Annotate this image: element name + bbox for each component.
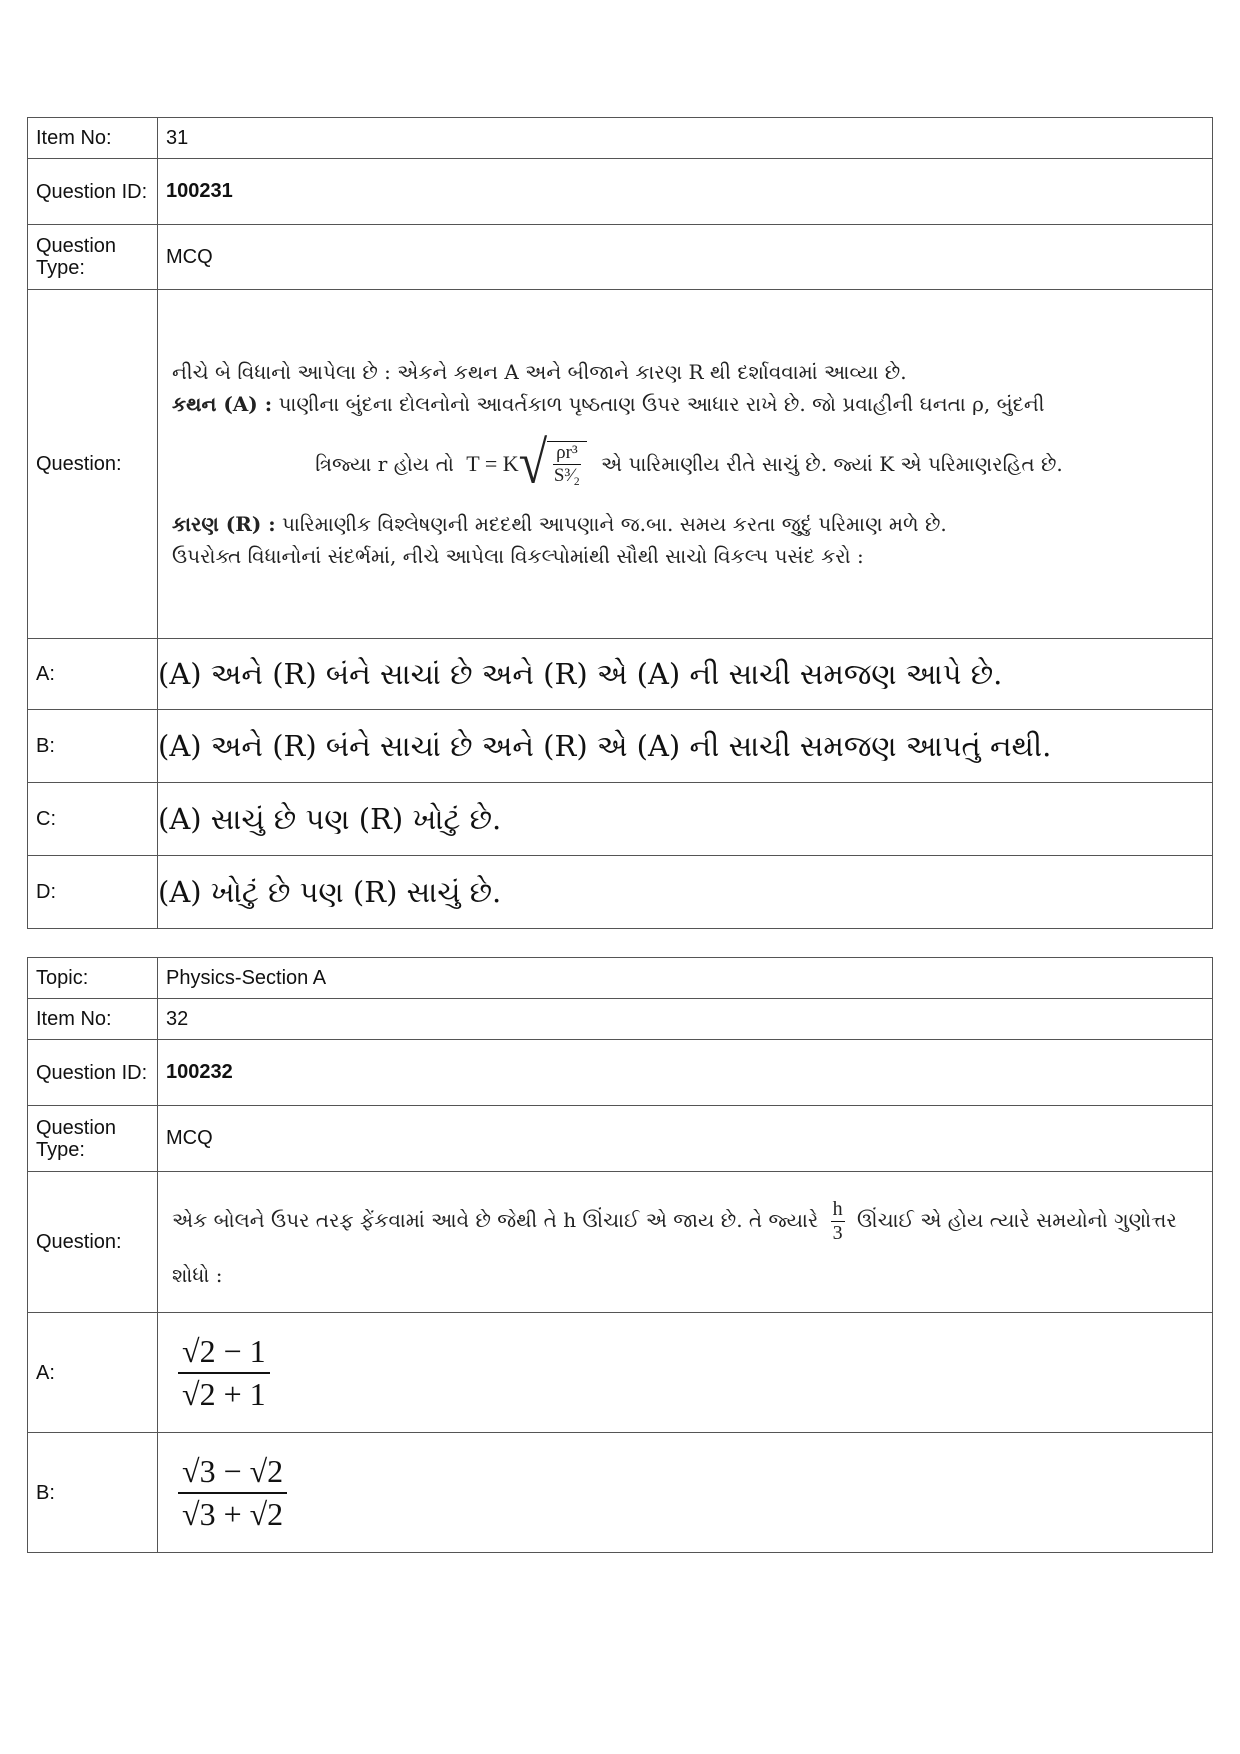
- option-a-fraction[interactable]: [158, 1313, 1213, 1433]
- question-type-value: MCQ: [158, 225, 1213, 290]
- question-instruction: ઉપરોક્ત વિધાનોનાં સંદર્ભમાં, નીચે આપેલા વિકલ્પોમાંથી સૌથી સાચો વિકલ્પ પસંદ કરો :: [172, 544, 864, 568]
- question-type-value: MCQ: [158, 1106, 1213, 1172]
- topic-label: Topic:: [28, 958, 158, 999]
- fraction-numerator: h: [832, 1197, 843, 1220]
- option-c-text[interactable]: (A) સાચું છે પણ (R) ખોટું છે.: [158, 783, 1213, 856]
- option-d-label: D:: [28, 856, 158, 929]
- question-text: [158, 290, 1213, 639]
- option-row-a[interactable]: [28, 639, 1213, 710]
- option-row-b[interactable]: [28, 1433, 1213, 1553]
- item-no-row: [28, 118, 1213, 159]
- item-no-label: Item No:: [28, 999, 158, 1040]
- question-type-row: [28, 1106, 1213, 1172]
- option-row-d[interactable]: [28, 856, 1213, 929]
- question-type-row: [28, 225, 1213, 290]
- option-a-text[interactable]: (A) અને (R) બંને સાચાં છે અને (R) એ (A) ની સાચી સમજણ આપે છે.: [158, 639, 1213, 710]
- formula-prefix: ત્રિજ્યા r હોય તો: [315, 452, 454, 476]
- option-a-math: [178, 1333, 270, 1413]
- question-text: [158, 1172, 1213, 1313]
- assertion-text: પાણીના બુંદના દોલનોનો આવર્તકાળ પૃષ્ઠતાણ ઉપર આધાર રાખે છે. જો પ્રવાહીની ઘનતા ρ, બુંદની: [278, 392, 1045, 416]
- reason-label: કારણ (R) :: [172, 512, 276, 536]
- item-no-value: 31: [158, 118, 1213, 159]
- option-row-a[interactable]: [28, 1313, 1213, 1433]
- question-id-row: [28, 159, 1213, 225]
- question-id-label: Question ID:: [28, 159, 158, 225]
- reason-text: પારિમાણીક વિશ્લેષણની મદદથી આપણાને જ.બા. સમય કરતા જુદું પરિમાણ મળે છે.: [282, 512, 947, 536]
- question-block-32: [27, 957, 1213, 1553]
- question-id-value: 100231: [158, 159, 1213, 225]
- question-line-1: [166, 1194, 1212, 1249]
- option-b-text[interactable]: (A) અને (R) બંને સાચાં છે અને (R) એ (A) ની સાચી સમજણ આપતું નથી.: [158, 710, 1213, 783]
- question-id-row: [28, 1040, 1213, 1106]
- option-a-label: A:: [28, 639, 158, 710]
- question-block-31: [27, 117, 1213, 929]
- question-id-value: 100232: [158, 1040, 1213, 1106]
- question-id-label: Question ID:: [28, 1040, 158, 1106]
- option-b-denominator: √3 + √2: [182, 1495, 284, 1532]
- option-row-c[interactable]: [28, 783, 1213, 856]
- option-b-label: B:: [28, 710, 158, 783]
- formula-numerator: ρr³: [553, 442, 581, 465]
- formula-line: [166, 420, 1212, 508]
- option-b-math: [178, 1453, 287, 1533]
- assertion-line: [166, 388, 1212, 420]
- option-b-numerator: √3 − √2: [178, 1453, 287, 1494]
- question-part-1: એક બોલને ઉપર તરફ ફેંકવામાં આવે છે જેથી તે h ઊંચાઈ એ જાય છે. તે જ્યારે: [172, 1207, 819, 1232]
- question-part-2: ઊંચાઈ એ હોય ત્યારે સમયોનો ગુણોત્તર: [856, 1207, 1177, 1232]
- period-formula: [460, 430, 586, 497]
- h-over-3-fraction: [831, 1198, 845, 1245]
- question-row: [28, 1172, 1213, 1313]
- question-label: Question:: [28, 290, 158, 639]
- question-row: [28, 290, 1213, 639]
- question-type-label: Question Type:: [28, 1106, 158, 1172]
- option-a-label: A:: [28, 1313, 158, 1433]
- item-no-value: 32: [158, 999, 1213, 1040]
- formula-suffix: એ પારિમાણીય રીતે સાચું છે. જ્યાં K એ પરિમાણરહિત છે.: [601, 452, 1063, 476]
- option-b-label: B:: [28, 1433, 158, 1553]
- fraction-denominator: 3: [832, 1221, 843, 1244]
- option-a-denominator: √2 + 1: [182, 1375, 266, 1412]
- item-no-label: Item No:: [28, 118, 158, 159]
- assertion-label: કથન (A) :: [172, 392, 273, 416]
- question-type-label: Question Type:: [28, 225, 158, 290]
- formula-fraction: [547, 441, 587, 487]
- option-a-numerator: √2 − 1: [178, 1333, 270, 1374]
- question-line-2: શોધો :: [172, 1262, 223, 1287]
- topic-value: Physics-Section A: [158, 958, 1213, 999]
- formula-lhs: T = K: [466, 451, 519, 476]
- question-label: Question:: [28, 1172, 158, 1313]
- option-row-b[interactable]: [28, 710, 1213, 783]
- option-c-label: C:: [28, 783, 158, 856]
- reason-line: [166, 508, 1212, 540]
- topic-row: [28, 958, 1213, 999]
- formula-denominator: S³⁄₂: [553, 465, 580, 486]
- option-d-text[interactable]: (A) ખોટું છે પણ (R) સાચું છે.: [158, 856, 1213, 929]
- item-no-row: [28, 999, 1213, 1040]
- option-b-fraction[interactable]: [158, 1433, 1213, 1553]
- square-root-icon: √: [518, 430, 548, 497]
- question-intro: નીચે બે વિધાનો આપેલા છે : એકને કથન A અને બીજાને કારણ R થી દર્શાવવામાં આવ્યા છે.: [172, 360, 907, 384]
